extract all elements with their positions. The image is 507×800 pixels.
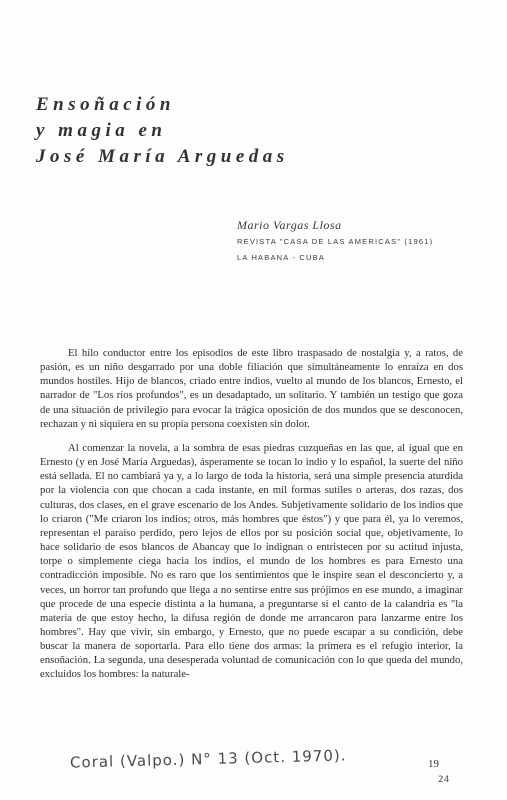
page-annotation: 24 [438, 775, 450, 785]
publication-place: LA HABANA - CUBA [237, 253, 325, 262]
paragraph-2: Al comenzar la novela, a la sombra de esas piedras cuzqueñas en las que, al igual que en Ernesto (y en José María Arguedas), ásperamente se tocan lo indio y lo español, la suerte del niño está sellada. El no cambiará ya y, a lo largo de toda la historia, será una simple presencia aturdida por la violencia con que chocan a cada instante, en mil formas sutiles o arteras, dos razas, dos culturas, dos clases, en el grave escenario de los Andes. Subjetivamente solidario de los indios que lo criaron ("Me criaron los indios; otros, más hombres que éstos") y que para él, ya lo veremos, representan el paraíso perdido, pero lejos de ellos por su posición social que, objetivamente, lo hace solidario de esos blancos de Abancay que lo indignan o entristecen por su actitud injusta, torpe o simplemente ciega hacia los indios, el mundo de los hombres es para Ernesto una contradicción imposible. No es raro que los sentimientos que le inspire sean el desconcierto y, a veces, un horror tan profundo que llega a no sentirse entre sus prójimos en ese mundo, a imaginar que procede de una especie distinta a la humana, a preguntarse si el canto de la calandria es "la materia de que estoy hecho, la difusa región de donde me arrancaron para lanzarme entre los hombres". Hay que vivir, sin embargo, y Ernesto, que no puede escapar a su condición, debe buscar la manera de soportarla. Para ello tiene dos armas: la primera es el refugio interior, la ensoñación. La segunda, una desesperada voluntad de comunicación con lo que queda del mundo, excluidos los hombres: la naturale- [40, 441, 463, 681]
article-body [40, 346, 463, 682]
handwritten-note: Coral (Valpo.) N° 13 (Oct. 1970). [69, 746, 347, 772]
paragraph-1: El hilo conductor entre los episodios de este libro traspasado de nostalgia y, a ratos, de pasión, es un niño desgarrado por una doble filiación que simultáneamente lo enraíza en dos mundos hostiles. Hijo de blancos, criado entre indios, vuelto al mundo de los blancos, Ernesto, el narrador de "Los ríos profundos", es un desadaptado, un solitario. Y también un testigo que goza de una situación de privilegio para evocar la trágica oposición de dos mundos que se desconocen, rechazan y ni siquiera en su propia persona coexisten sin dolor. [40, 347, 463, 430]
page-number: 19 [428, 758, 439, 770]
source-citation: REVISTA "CASA DE LAS AMERICAS" (1961) [237, 237, 434, 246]
title-line-1: Ensoñación [36, 94, 175, 115]
byline [237, 217, 433, 264]
title-line-3: José María Arguedas [36, 146, 289, 167]
author-name: Mario Vargas Llosa [237, 218, 342, 232]
title-line-2: y magia en [36, 120, 167, 141]
article-title [36, 92, 289, 170]
